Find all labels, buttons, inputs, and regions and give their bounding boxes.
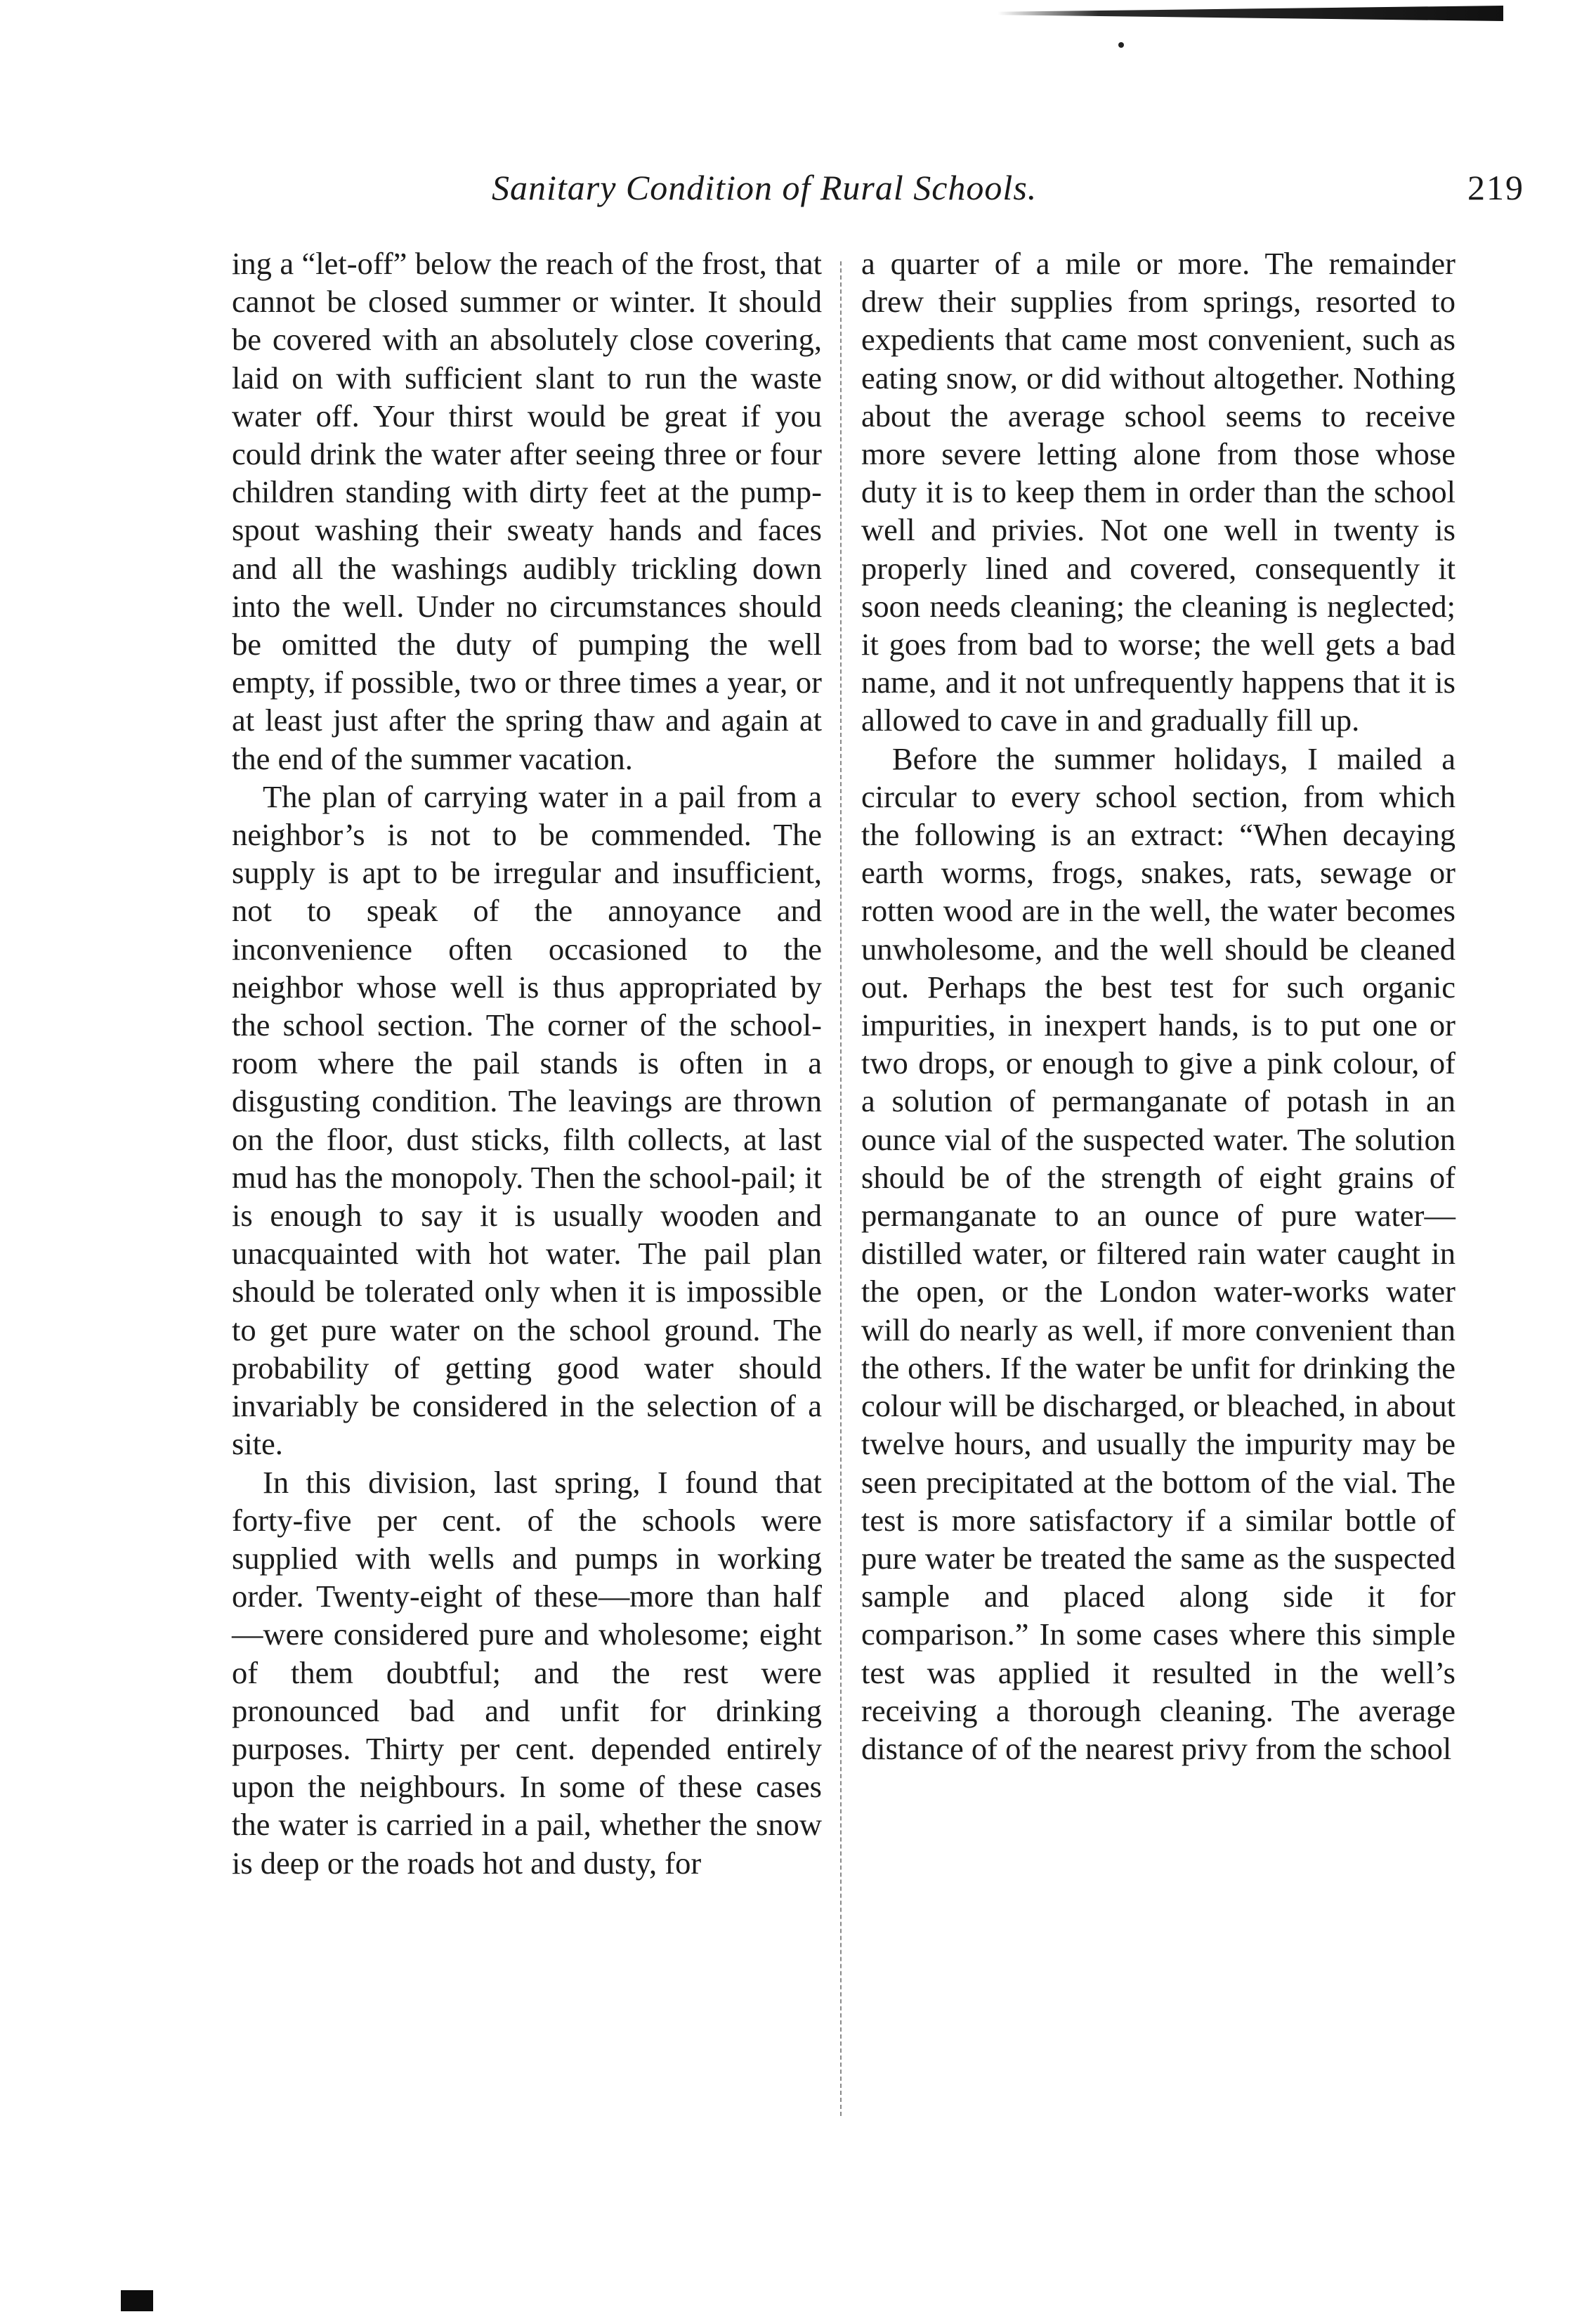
bottom-registration-mark (121, 2290, 153, 2311)
paragraph: In this division, last spring, I found that forty-five per cent. of the schools were supplied with wells and pumps in working order. Twenty-eight of these—more than half—were considered pure and wholesome; eight of them doubtful; and the rest were pronounced bad and unfit for drinking purposes. Thirty per cent. depended entirely upon the neighbours. In some of these cases the water is carried in a pail, whether the snow is deep or the roads hot and dusty, for (232, 1464, 822, 1881)
column-divider (840, 261, 842, 2116)
paragraph: a quarter of a mile or more. The remainder drew their supplies from springs, resorted to expedients that came most convenient, such as eating snow, or did without altogether. Nothing about the average school seems to receive more severe letting alone from those whose duty it is to keep them in order than the school well and privies. Not one well in twenty is properly lined and covered, consequently it soon needs cleaning; the cleaning is neglected; it goes from bad to worse; the well gets a bad name, and it not unfrequently happens that it is allowed to cave in and gradually fill up. (861, 246, 1456, 738)
paragraph: Before the summer holidays, I mailed a circular to every school section, from which the following is an extract: “When decaying earth worms, frogs, snakes, rats, sewage or rotten wood are in the well, the water becomes unwholesome, and the well should be cleaned out. Perhaps the best test for such organic impurities, in inexpert hands, is to put one or two drops, or enough to give a pink colour, of a solution of permanganate of potash in an ounce vial of the suspected water. The solution should be of the strength of eight grains of permanganate to an ounce of pure water—distilled water, or filtered rain water caught in the open, or the London water-works water will do nearly as well, if more convenient than the others. If the water be unfit for drinking the colour will be discharged, or bleached, in about twelve hours, and usually the impurity may be seen precipitated at the bottom of the vial. The test is more satisfactory if a similar bottle of pure water be treated the same as the suspected sample and placed along side it for comparison.” In some cases where this simple test was applied it resulted in the well’s receiving a thorough cleaning. The average distance of of the nearest privy from the school (861, 740, 1456, 1766)
paragraph: The plan of carrying water in a pail from a neighbor’s is not to be commended. The supply is apt to be irregular and insufficient, not to speak of the annoyance and inconvenience often occasioned to the neighbor whose well is thus appropriated by the school section. The corner of the school-room where the pail stands is often in a disgusting condition. The leavings are thrown on the floor, dust sticks, filth collects, at last mud has the monopoly. Then the school-pail; it is enough to say it is usually wooden and unacquainted with hot water. The pail plan should be tolerated only when it is impossible to get pure water on the school ground. The probability of getting good water should invariably be considered in the selection of a site. (232, 778, 822, 1462)
running-title: Sanitary Condition of Rural Schools. (492, 168, 1038, 207)
paragraph: ing a “let-off” below the reach of the frost, that cannot be closed summer or winter. It should be covered with an absolutely close covering, laid on with sufficient slant to run the waste water off. Your thirst would be great if you could drink the water after seeing three or four children standing with dirty feet at the pump-spout washing their sweaty hands and faces and all the washings audibly trickling down into the well. Under no circumstances should be omitted the duty of pumping the well empty, if possible, two or three times a year, or at least just after the spring thaw and again at the end of the summer vacation. (232, 246, 822, 776)
page-number: 219 (1467, 168, 1524, 207)
right-column (861, 244, 1456, 1768)
running-head (492, 167, 1524, 216)
top-scan-rule (998, 6, 1503, 21)
scan-speck (1118, 42, 1124, 48)
left-column (232, 244, 822, 1882)
